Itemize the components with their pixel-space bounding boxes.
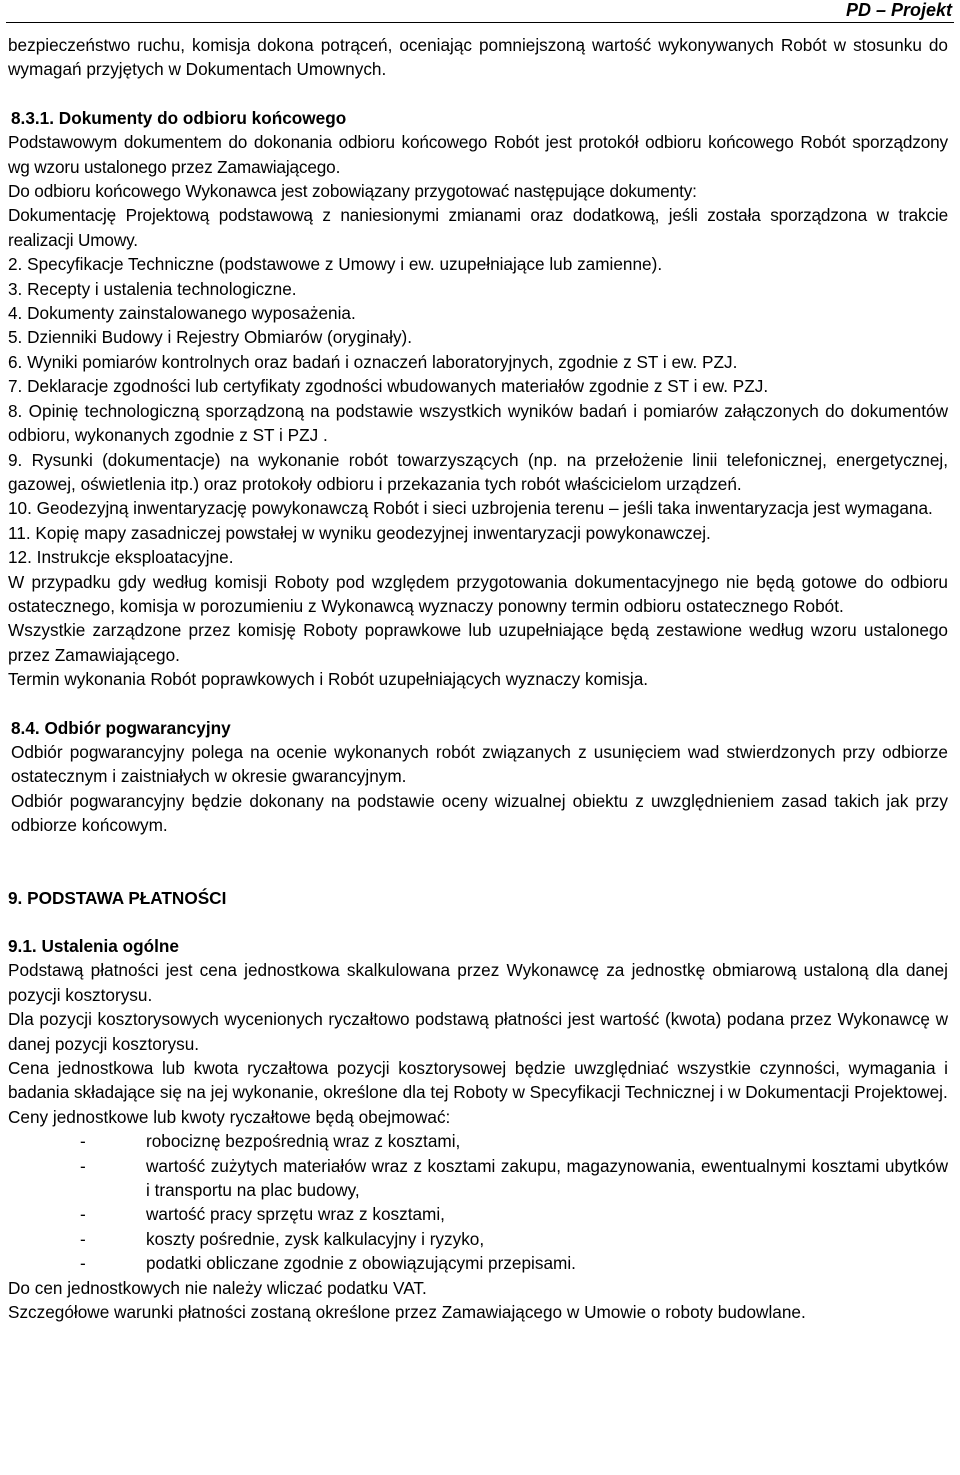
paragraph: Ceny jednostkowe lub kwoty ryczałtowe będą obejmować: [8,1106,451,1127]
page-header [0,0,960,24]
dash-list-item [8,1129,948,1153]
paragraph: Odbiór pogwarancyjny polega na ocenie wykonanych robót związanych z usunięciem wad stwierdzonych przy odbiorze ostatecznym i zaistniałych w okresie gwarancyjnym. [11,741,948,787]
spacer [8,692,948,716]
dash-marker: - [80,1155,86,1176]
paragraph: Wszystkie zarządzone przez komisję Roboty poprawkowe lub uzupełniające będą zestawione według wzoru ustalonego przez Zamawiającego. [8,620,948,665]
dash-list-text: wartość pracy sprzętu wraz z kosztami, [146,1204,445,1225]
list-item: 3. Recepty i ustalenia technologiczne. [8,278,297,299]
header-title: PD – Projekt [845,0,952,20]
list-item: 7. Deklaracje zgodności lub certyfikaty zgodności wbudowanych materiałów zgodnie z ST i ew. PZJ. [8,376,769,397]
paragraph: Termin wykonania Robót poprawkowych i Robót uzupełniających wyznaczy komisja. [8,669,649,690]
dash-list-item [8,1202,948,1226]
paragraph: bezpieczeństwo ruchu, komisja dokona potrąceń, oceniając pomniejszoną wartość wykonywanych Robót w stosunku do wymagań przyjętych w Dokumentach Umownych. [8,35,948,80]
list-item: 4. Dokumenty zainstalowanego wyposażenia. [8,303,356,324]
spacer [8,910,948,934]
section-heading-9: 9. PODSTAWA PŁATNOŚCI [8,887,227,908]
list-item: 12. Instrukcje eksploatacyjne. [8,547,234,568]
spacer [8,82,948,106]
paragraph: Szczegółowe warunki płatności zostaną określone przez Zamawiającego w Umowie o roboty budowlane. [8,1302,806,1323]
section-heading-9-1: 9.1. Ustalenia ogólne [8,936,179,956]
dash-list-text: koszty pośrednie, zysk kalkulacyjny i ryzyko, [146,1228,485,1249]
dash-marker: - [80,1228,86,1249]
dash-list-text: wartość zużytych materiałów wraz z kosztami zakupu, magazynowania, ewentualnymi kosztami ubytków i transportu na plac budowy, [146,1155,948,1201]
dash-list-text: podatki obliczane zgodnie z obowiązującymi przepisami. [146,1253,576,1274]
dash-list-item [8,1227,948,1251]
list-item: 2. Specyfikacje Techniczne (podstawowe z Umowy i ew. uzupełniające lub zamienne). [8,254,663,275]
dash-list-item [8,1251,948,1275]
paragraph: Podstawowym dokumentem do dokonania odbioru końcowego Robót jest protokół odbioru końcowego Robót sporządzony wg wzoru ustalonego przez Zamawiającego. [8,132,948,177]
section-heading-8-3-1: 8.3.1. Dokumenty do odbioru końcowego [11,107,347,128]
paragraph: Do cen jednostkowych nie należy wliczać podatku VAT. [8,1277,427,1298]
dash-list-item [8,1154,948,1203]
paragraph: Dla pozycji kosztorysowych wycenionych ryczałtowo podstawą płatności jest wartość (kwota) podana przez Wykonawcę w danej pozycji kosztorysu. [8,1009,948,1054]
dash-marker: - [80,1204,86,1225]
list-item: 9. Rysunki (dokumentacje) na wykonanie robót towarzyszących (np. na przełożenie linii telefonicznej, energetycznej, gazowej, oświetlenia itp.) oraz protokoły odbioru i przekazania tych robót właścicielom urządzeń. [8,449,948,494]
paragraph: Dokumentację Projektową podstawową z naniesionymi zmianami oraz dodatkową, jeśli została sporządzona w trakcie realizacji Umowy. [8,205,948,250]
paragraph: W przypadku gdy według komisji Roboty pod względem przygotowania dokumentacyjnego nie będą gotowe do odbioru ostatecznego, komisja w porozumieniu z Wykonawcą wyznaczy ponowny termin odbioru ostatecznego Robót. [8,571,948,616]
spacer [8,838,948,886]
section-heading-8-4: 8.4. Odbiór pogwarancyjny [11,717,231,738]
paragraph: Odbiór pogwarancyjny będzie dokonany na podstawie oceny wizualnej obiektu z uwzględnieniem zasad takich jak przy odbiorze końcowym. [11,790,948,836]
list-item: 6. Wyniki pomiarów kontrolnych oraz badań i oznaczeń laboratoryjnych, zgodnie z ST i ew. PZJ. [8,351,738,372]
list-item: 11. Kopię mapy zasadniczej powstałej w wyniku geodezyjnej inwentaryzacji powykonawczej. [8,522,711,543]
list-item: 8. Opinię technologiczną sporządzoną na podstawie wszystkich wyników badań i pomiarów załączonych do dokumentów odbioru, wykonanych zgodnie z ST i PZJ . [8,400,948,446]
header-rule [6,22,954,23]
list-item: 5. Dzienniki Budowy i Rejestry Obmiarów (oryginały). [8,327,413,348]
dash-list-text: robociznę bezpośrednią wraz z kosztami, [146,1131,461,1152]
paragraph: Do odbioru końcowego Wykonawca jest zobowiązany przygotować następujące dokumenty: [8,181,697,202]
paragraph: Podstawą płatności jest cena jednostkowa skalkulowana przez Wykonawcę za jednostkę obmiarową ustaloną dla danej pozycji kosztorysu. [8,960,948,1005]
dash-marker: - [80,1253,86,1274]
paragraph: Cena jednostkowa lub kwota ryczałtowa pozycji kosztorysowej będzie uwzględniać wszystkie czynności, wymagania i badania składające się na jej wykonanie, określone dla tej Roboty w Specyfikacji Technicznej i w Dokumentacji Projektowej. [8,1058,948,1103]
list-item: 10. Geodezyjną inwentaryzację powykonawczą Robót i sieci uzbrojenia terenu – jeśli taka inwentaryzacja jest wymagana. [8,498,933,519]
document-body [8,33,948,1325]
dash-marker: - [80,1131,86,1152]
